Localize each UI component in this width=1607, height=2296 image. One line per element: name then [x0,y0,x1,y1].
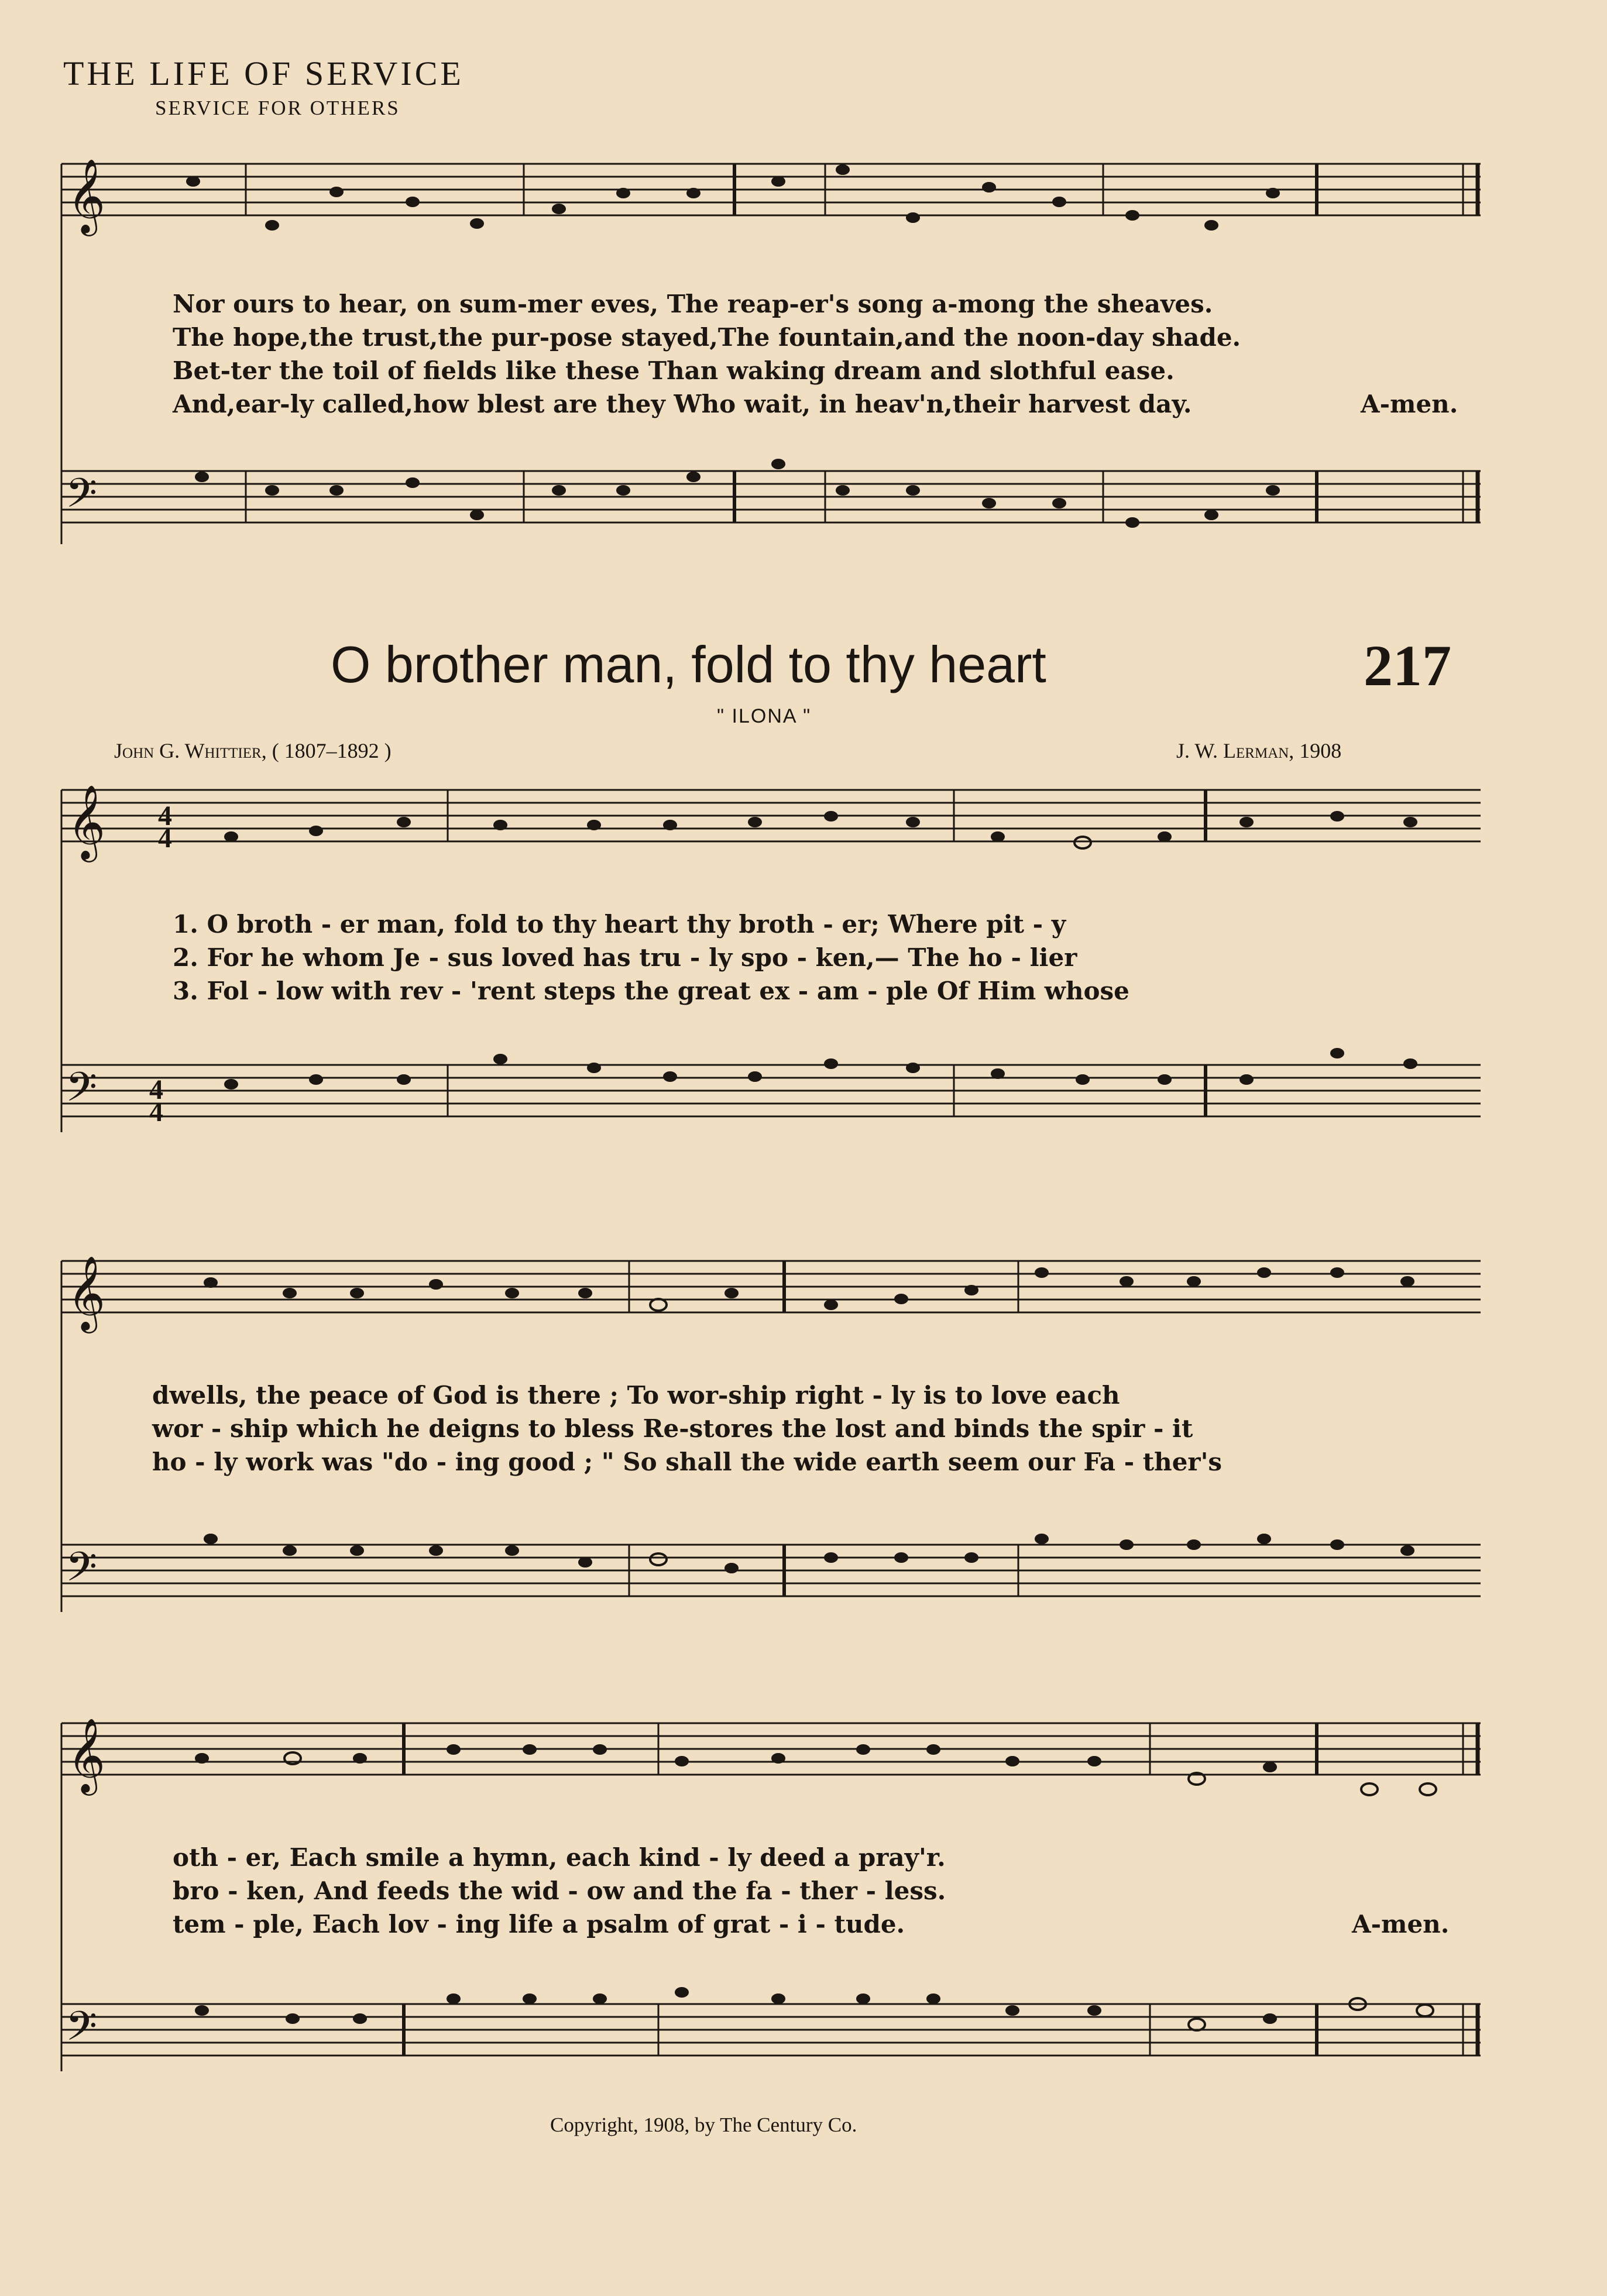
copyright-notice: Copyright, 1908, by The Century Co. [550,2113,857,2136]
running-title: THE LIFE OF SERVICE [63,54,464,92]
hymn-amen: A-men. [1352,1910,1450,1938]
svg-text:4: 4 [149,1097,163,1128]
system-3-verse-3: tem - ple, Each lov - ing life a psalm of grat - i - tude. [173,1910,905,1938]
svg-text:𝄞: 𝄞 [67,1717,106,1792]
system-2-verse-3: ho - ly work was "do - ing good ; " So shall the wide earth seem our Fa - ther's [152,1448,1223,1476]
svg-text:4: 4 [158,823,172,854]
treble-clef-top: 𝄞 [67,158,106,233]
system-2-verse-2: wor - ship which he deigns to bless Re-stores the lost and binds the spir - it [152,1414,1193,1443]
system-1-verse-2: 2. For he whom Je - sus loved has tru - ly spo - ken,— The ho - lier [173,943,1077,972]
svg-text:𝄞: 𝄞 [67,784,106,859]
system-3-verse-1: oth - er, Each smile a hymn, each kind - ly deed a pray'r. [173,1843,946,1872]
running-subtitle: SERVICE FOR OTHERS [155,97,400,119]
system-2-verse-1: dwells, the peace of God is there ; To wor-ship right - ly is to love each [152,1381,1120,1410]
previous-hymn-verse-2: The hope,the trust,the pur-pose stayed,The fountain,and the noon-day shade. [173,323,1241,352]
tune-name: " ILONA " [717,705,812,727]
svg-text:𝄞: 𝄞 [67,1255,106,1330]
svg-text:4: 4 [158,800,172,831]
system-1-verse-3: 3. Fol - low with rev - 'rent steps the great ex - am - ple Of Him whose [173,977,1129,1005]
previous-hymn-verse-3: Bet-ter the toil of fields like these Than waking dream and slothful ease. [173,356,1175,385]
previous-hymn-verse-1: Nor ours to hear, on sum-mer eves, The reap-er's song a-mong the sheaves. [173,290,1213,318]
svg-text:𝄢: 𝄢 [66,2002,98,2060]
previous-hymn-amen: A-men. [1361,390,1458,418]
svg-text:𝄢: 𝄢 [66,1063,98,1120]
system-1-verse-1: 1. O broth - er man, fold to thy heart thy broth - er; Where pit - y [173,910,1066,939]
composer-credit: J. W. Lerman, 1908 [1176,739,1342,762]
author-credit: John G. Whittier, ( 1807–1892 ) [114,739,392,762]
hymn-number: 217 [1364,633,1451,698]
hymn-title: O brother man, fold to thy heart [331,635,1046,693]
bass-clef-top: 𝄢 [66,469,98,527]
previous-hymn-verse-4: And,ear-ly called,how blest are they Who wait, in heav'n,their harvest day. [173,390,1192,418]
system-3-verse-2: bro - ken, And feeds the wid - ow and the fa - ther - less. [173,1876,946,1905]
svg-text:𝄢: 𝄢 [66,1543,98,1600]
svg-text:4: 4 [149,1074,163,1105]
